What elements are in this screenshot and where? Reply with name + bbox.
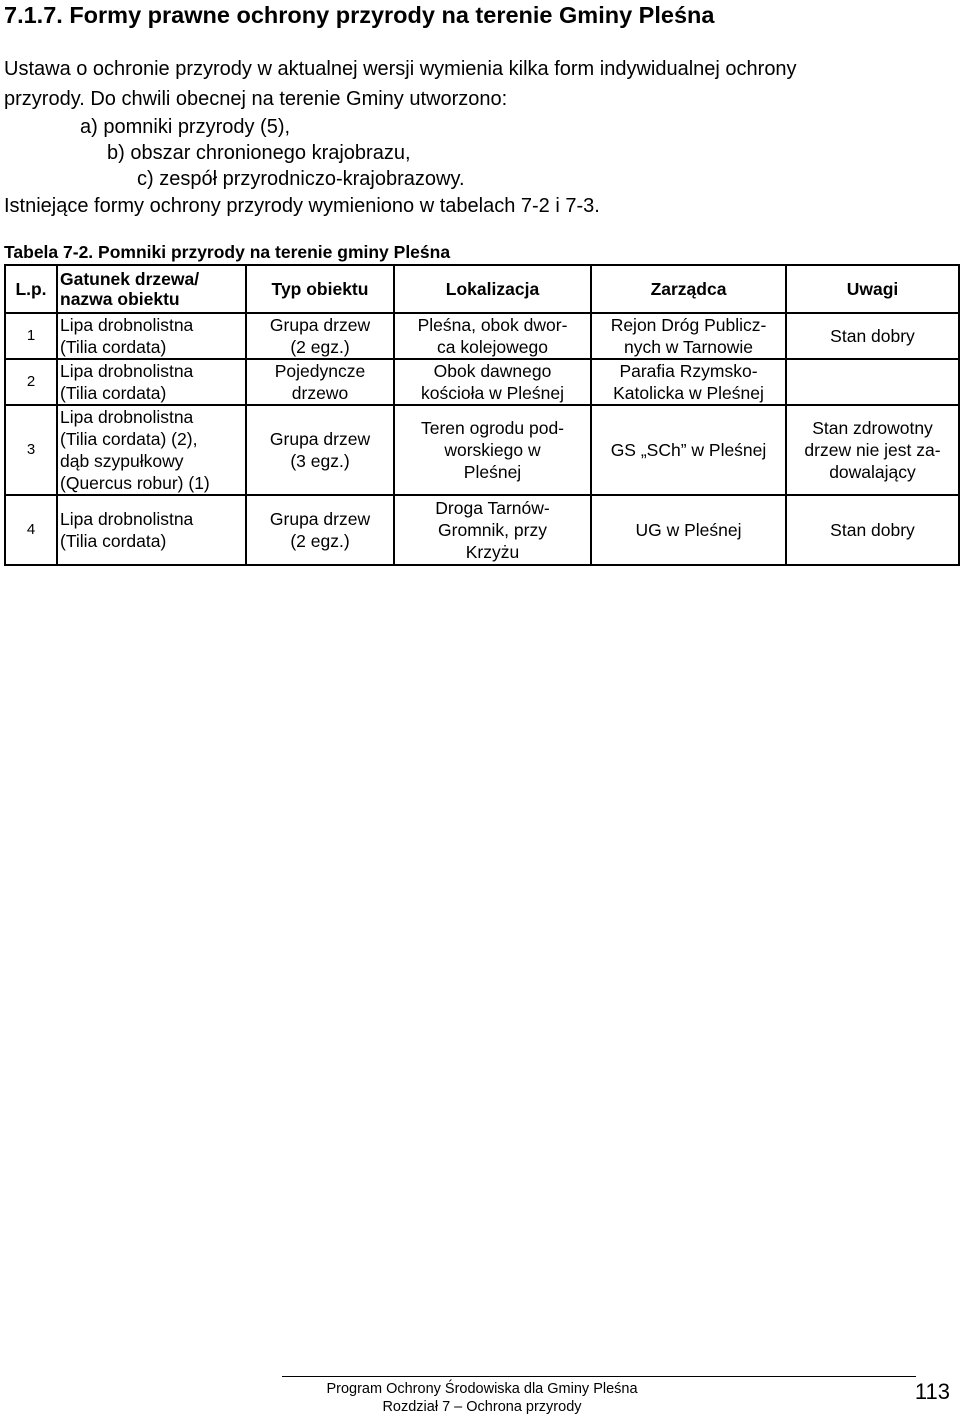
cell-lokalizacja <box>394 495 591 565</box>
table-row <box>5 359 959 405</box>
cell-zarzadca-line: Rejon Dróg Publicz- <box>610 315 767 335</box>
cell-gatunek-line: Lipa drobnolistna <box>60 407 194 427</box>
footer-chapter: Rozdział 7 – Ochrona przyrody <box>382 1399 582 1415</box>
cell-typ-line: Grupa drzew <box>269 429 371 449</box>
cell-lokalizacja-line: Teren ogrodu pod- <box>420 418 565 438</box>
cell-zarzadca-line: GS „SCh” w Pleśnej <box>610 440 767 460</box>
header-gatunek <box>57 265 246 313</box>
cell-zarzadca-line: Parafia Rzymsko- <box>619 361 758 381</box>
cell-typ-line: (2 egz.) <box>290 531 350 551</box>
cell-lp: 3 <box>5 405 57 495</box>
cell-typ-line: (2 egz.) <box>290 337 350 357</box>
cell-typ-line: Grupa drzew <box>269 509 371 529</box>
cell-typ-line: Grupa drzew <box>269 315 371 335</box>
cell-lokalizacja-line: Krzyżu <box>465 542 520 562</box>
cell-gatunek-line: (Tilia cordata) <box>60 531 167 551</box>
cell-uwagi <box>786 405 959 495</box>
cell-zarzadca-line: UG w Pleśnej <box>635 520 742 540</box>
cell-lokalizacja-line: Pleśna, obok dwor- <box>417 315 568 335</box>
list-item-b: b) obszar chronionego krajobrazu, <box>107 142 411 164</box>
cell-lokalizacja <box>394 405 591 495</box>
cell-lokalizacja-line: worskiego w <box>444 440 541 460</box>
header-lp: L.p. <box>5 265 57 313</box>
section-heading: 7.1.7. Formy prawne ochrony przyrody na terenie Gminy Pleśna <box>4 2 715 28</box>
cell-gatunek <box>57 359 246 405</box>
cell-gatunek-line: (Tilia cordata) (2), <box>60 429 198 449</box>
cell-typ-line: (3 egz.) <box>290 451 350 471</box>
header-zarzadca: Zarządca <box>591 265 786 313</box>
natural-monuments-table <box>4 264 960 566</box>
cell-lokalizacja-line: ca kolejowego <box>437 337 548 357</box>
header-uwagi: Uwagi <box>786 265 959 313</box>
cell-typ-line: Pojedyncze <box>274 361 366 381</box>
cell-zarzadca <box>591 313 786 359</box>
page-number: 113 <box>914 1379 950 1404</box>
table-row <box>5 313 959 359</box>
cell-lokalizacja-line: Droga Tarnów- <box>435 498 550 518</box>
cell-lokalizacja-line: Gromnik, przy <box>438 520 547 540</box>
cell-gatunek-line: Lipa drobnolistna <box>60 315 194 335</box>
cell-gatunek-line: Lipa drobnolistna <box>60 361 194 381</box>
cell-lokalizacja <box>394 313 591 359</box>
cell-lp: 2 <box>5 359 57 405</box>
cell-typ <box>246 359 394 405</box>
cell-gatunek-line: (Tilia cordata) <box>60 383 167 403</box>
cell-lokalizacja <box>394 359 591 405</box>
cell-uwagi-line: Stan dobry <box>830 520 915 540</box>
cell-uwagi-line: Stan zdrowotny <box>812 418 933 438</box>
cell-lokalizacja-line: Obok dawnego <box>433 361 552 381</box>
header-gatunek-line-1: Gatunek drzewa/ <box>60 269 200 289</box>
footer-divider <box>282 1376 916 1377</box>
list-item-a: a) pomniki przyrody (5), <box>80 116 291 138</box>
cell-zarzadca <box>591 359 786 405</box>
list-item-c: c) zespół przyrodniczo-krajobrazowy. <box>137 168 465 190</box>
cell-lp: 4 <box>5 495 57 565</box>
cell-zarzadca <box>591 495 786 565</box>
cell-gatunek-line: dąb szypułkowy <box>60 451 184 471</box>
cell-zarzadca-line: nych w Tarnowie <box>623 337 754 357</box>
cell-gatunek <box>57 405 246 495</box>
cell-uwagi <box>786 495 959 565</box>
cell-uwagi-line: drzew nie jest za- <box>804 440 941 460</box>
table-caption: Tabela 7-2. Pomniki przyrody na terenie gminy Pleśna <box>4 242 451 262</box>
cell-lokalizacja-line: kościoła w Pleśnej <box>421 383 564 403</box>
cell-gatunek-line: Lipa drobnolistna <box>60 509 194 529</box>
header-typ: Typ obiektu <box>246 265 394 313</box>
cell-typ <box>246 405 394 495</box>
table-header-row <box>5 265 959 313</box>
cell-typ <box>246 495 394 565</box>
cell-typ-line: drzewo <box>291 383 349 403</box>
intro-line-1: Ustawa o ochronie przyrody w aktualnej wersji wymienia kilka form indywidualnej ochrony <box>4 58 797 80</box>
cell-gatunek <box>57 495 246 565</box>
cell-uwagi-line: Stan dobry <box>830 326 915 346</box>
table-row <box>5 405 959 495</box>
cell-gatunek <box>57 313 246 359</box>
table-row <box>5 495 959 565</box>
header-lokalizacja: Lokalizacja <box>394 265 591 313</box>
cell-gatunek-line: (Tilia cordata) <box>60 337 167 357</box>
cell-uwagi <box>786 313 959 359</box>
cell-uwagi-line: dowalający <box>829 462 916 482</box>
cell-lp: 1 <box>5 313 57 359</box>
cell-gatunek-line: (Quercus robur) (1) <box>60 473 210 493</box>
footer-program-title: Program Ochrony Środowiska dla Gminy Pleśna <box>326 1381 638 1397</box>
cell-uwagi <box>786 359 959 405</box>
cell-zarzadca <box>591 405 786 495</box>
cell-zarzadca-line: Katolicka w Pleśnej <box>613 383 764 403</box>
header-gatunek-line-2: nazwa obiektu <box>60 289 180 309</box>
cell-lokalizacja-line: Pleśnej <box>463 462 522 482</box>
intro-closing: Istniejące formy ochrony przyrody wymieniono w tabelach 7-2 i 7-3. <box>4 195 600 217</box>
intro-line-2: przyrody. Do chwili obecnej na terenie Gminy utworzono: <box>4 88 508 110</box>
cell-typ <box>246 313 394 359</box>
